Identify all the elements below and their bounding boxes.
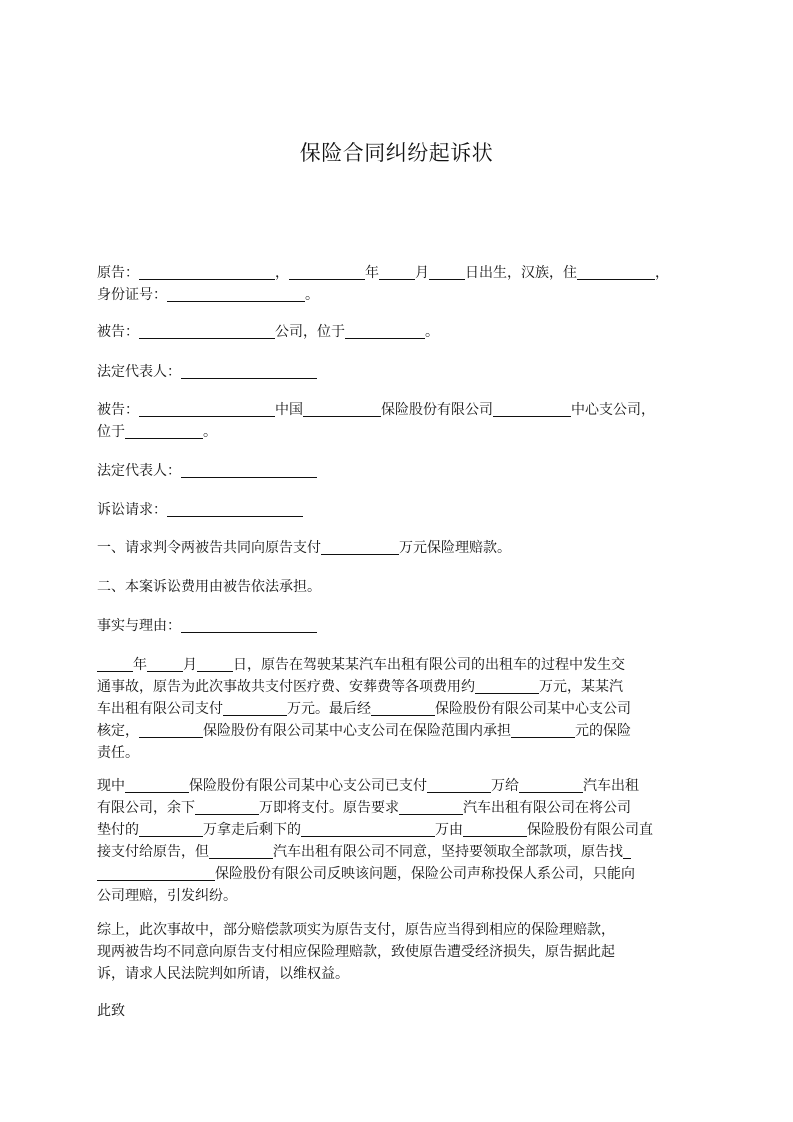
text-line: [97, 460, 697, 482]
text-segment: 保险股份有限公司: [381, 402, 493, 418]
fill-in-blank: [195, 799, 259, 815]
text-segment: 综上，此次事故中，部分赔偿款项实为原告支付，原告应当得到相应的保险理赔款，: [97, 922, 615, 938]
fill-in-blank: [289, 264, 365, 280]
text-segment: 汽车出租: [583, 778, 639, 794]
text-segment: 被告：: [97, 402, 139, 418]
fill-in-blank: [197, 656, 233, 672]
text-segment: 汽车出租有限公司在将公司: [463, 800, 631, 816]
text-segment: 现两被告均不同意向原告支付相应保险理赔款，致使原告遭受经济损失，原告据此起: [97, 944, 615, 960]
text-segment: 现中: [97, 778, 125, 794]
text-line: [97, 399, 697, 421]
text-segment: 接支付给原告，但: [97, 844, 209, 860]
paragraph: [97, 460, 697, 482]
text-segment: 。: [203, 424, 217, 440]
text-segment: ，: [275, 265, 289, 281]
text-line: [97, 819, 697, 841]
text-segment: 原告：: [97, 265, 139, 281]
fill-in-blank: [125, 423, 203, 439]
fill-in-blank: [181, 462, 317, 478]
fill-in-blank: [223, 700, 287, 716]
text-segment: 。: [425, 324, 439, 340]
text-segment: 通事故，原告为此次事故共支付医疗费、安葬费等各项费用约: [97, 679, 475, 695]
text-segment: 中国: [275, 402, 303, 418]
fill-in-blank: [139, 264, 275, 280]
text-line: [97, 321, 697, 343]
text-segment: 保险股份有限公司某中心支公司已支付: [189, 778, 427, 794]
text-line: [97, 1000, 697, 1022]
paragraph: [97, 775, 697, 907]
fill-in-blank: [519, 777, 583, 793]
paragraph: [97, 1000, 697, 1022]
text-segment: 位于: [97, 424, 125, 440]
fill-in-blank: [139, 722, 203, 738]
fill-in-blank: [399, 799, 463, 815]
paragraph: [97, 576, 697, 598]
fill-in-blank: [139, 323, 275, 339]
text-segment: 保险股份有限公司反映该问题，保险公司声称投保人系公司，只能向: [215, 866, 635, 882]
document-title: 保险合同纠纷起诉状: [299, 141, 494, 165]
paragraph: [97, 615, 697, 637]
text-segment: 年: [133, 657, 147, 673]
text-segment: 保险股份有限公司直: [527, 822, 653, 838]
fill-in-blank: [97, 656, 133, 672]
fill-in-blank: [511, 722, 575, 738]
text-segment: 诉讼请求：: [97, 502, 167, 518]
fill-in-blank: [181, 617, 317, 633]
text-segment: 元的保险: [575, 723, 631, 739]
fill-in-blank: [181, 363, 317, 379]
paragraph: [97, 321, 697, 343]
fill-in-blank: [97, 865, 215, 881]
text-line: [97, 361, 697, 383]
text-segment: 垫付的: [97, 822, 139, 838]
text-segment: 日出生，汉族，住: [465, 265, 577, 281]
text-line: [97, 941, 697, 963]
text-line: [97, 797, 697, 819]
text-line: [97, 284, 697, 306]
text-line: [97, 654, 697, 676]
text-segment: 车出租有限公司支付: [97, 701, 223, 717]
text-segment: 日，原告在驾驶某某汽车出租有限公司的出租车的过程中发生交: [233, 657, 625, 673]
paragraph: [97, 262, 697, 306]
text-segment: 公司，位于: [275, 324, 345, 340]
fill-in-blank: [379, 264, 415, 280]
fill-in-blank: [167, 501, 303, 517]
text-segment: 万元。最后经: [287, 701, 371, 717]
fill-in-blank: [345, 323, 425, 339]
text-segment: 核定，: [97, 723, 139, 739]
text-segment: 被告：: [97, 324, 139, 340]
fill-in-blank: [429, 264, 465, 280]
text-segment: 汽车出租有限公司不同意，坚持要领取全部款项，原告找: [273, 844, 623, 860]
text-segment: 法定代表人：: [97, 364, 181, 380]
fill-in-blank: [303, 401, 381, 417]
paragraph: [97, 919, 697, 985]
text-segment: 法定代表人：: [97, 463, 181, 479]
text-segment: 万元，某某汽: [539, 679, 623, 695]
text-line: [97, 262, 697, 284]
text-segment: 事实与理由：: [97, 618, 181, 634]
fill-in-blank: [147, 656, 183, 672]
fill-in-blank: [623, 843, 631, 859]
text-segment: 二、本案诉讼费用由被告依法承担。: [97, 579, 321, 595]
text-segment: 中心支公司，: [571, 402, 655, 418]
fill-in-blank: [301, 821, 435, 837]
text-segment: 月: [415, 265, 429, 281]
text-line: [97, 499, 697, 521]
fill-in-blank: [463, 821, 527, 837]
fill-in-blank: [577, 264, 655, 280]
fill-in-blank: [427, 777, 491, 793]
fill-in-blank: [209, 843, 273, 859]
text-segment: 月: [183, 657, 197, 673]
paragraph: [97, 537, 697, 559]
text-line: [97, 963, 697, 985]
paragraph: [97, 499, 697, 521]
text-segment: 此致: [97, 1003, 125, 1019]
text-segment: 。: [305, 287, 319, 303]
text-segment: 年: [365, 265, 379, 281]
text-line: [97, 576, 697, 598]
text-segment: ，: [655, 265, 669, 281]
text-segment: 万给: [491, 778, 519, 794]
text-line: [97, 615, 697, 637]
text-line: [97, 919, 697, 941]
text-line: [97, 421, 697, 443]
text-segment: 公司理赔，引发纠纷。: [97, 888, 237, 904]
fill-in-blank: [167, 286, 305, 302]
paragraph: [97, 654, 697, 764]
fill-in-blank: [475, 678, 539, 694]
text-line: [97, 863, 697, 885]
fill-in-blank: [139, 821, 203, 837]
paragraph: [97, 399, 697, 443]
text-line: [97, 537, 697, 559]
text-segment: 有限公司，余下: [97, 800, 195, 816]
text-segment: 保险股份有限公司某中心支公司: [435, 701, 631, 717]
text-segment: 保险股份有限公司某中心支公司在保险范围内承担: [203, 723, 511, 739]
text-segment: 万由: [435, 822, 463, 838]
paragraph: [97, 361, 697, 383]
text-segment: 万元保险理赔款。: [399, 540, 511, 556]
text-line: [97, 698, 697, 720]
text-segment: 万即将支付。原告要求: [259, 800, 399, 816]
text-segment: 诉，请求人民法院判如所请，以维权益。: [97, 966, 349, 982]
fill-in-blank: [371, 700, 435, 716]
text-segment: 身份证号：: [97, 287, 167, 303]
text-line: [97, 775, 697, 797]
text-segment: 一、请求判令两被告共同向原告支付: [97, 540, 321, 556]
text-line: [97, 676, 697, 698]
text-line: [97, 841, 697, 863]
text-segment: 责任。: [97, 745, 139, 761]
fill-in-blank: [321, 539, 399, 555]
text-line: [97, 720, 697, 742]
text-line: [97, 885, 697, 907]
fill-in-blank: [493, 401, 571, 417]
text-line: [97, 742, 697, 764]
fill-in-blank: [139, 401, 275, 417]
fill-in-blank: [125, 777, 189, 793]
text-segment: 万拿走后剩下的: [203, 822, 301, 838]
